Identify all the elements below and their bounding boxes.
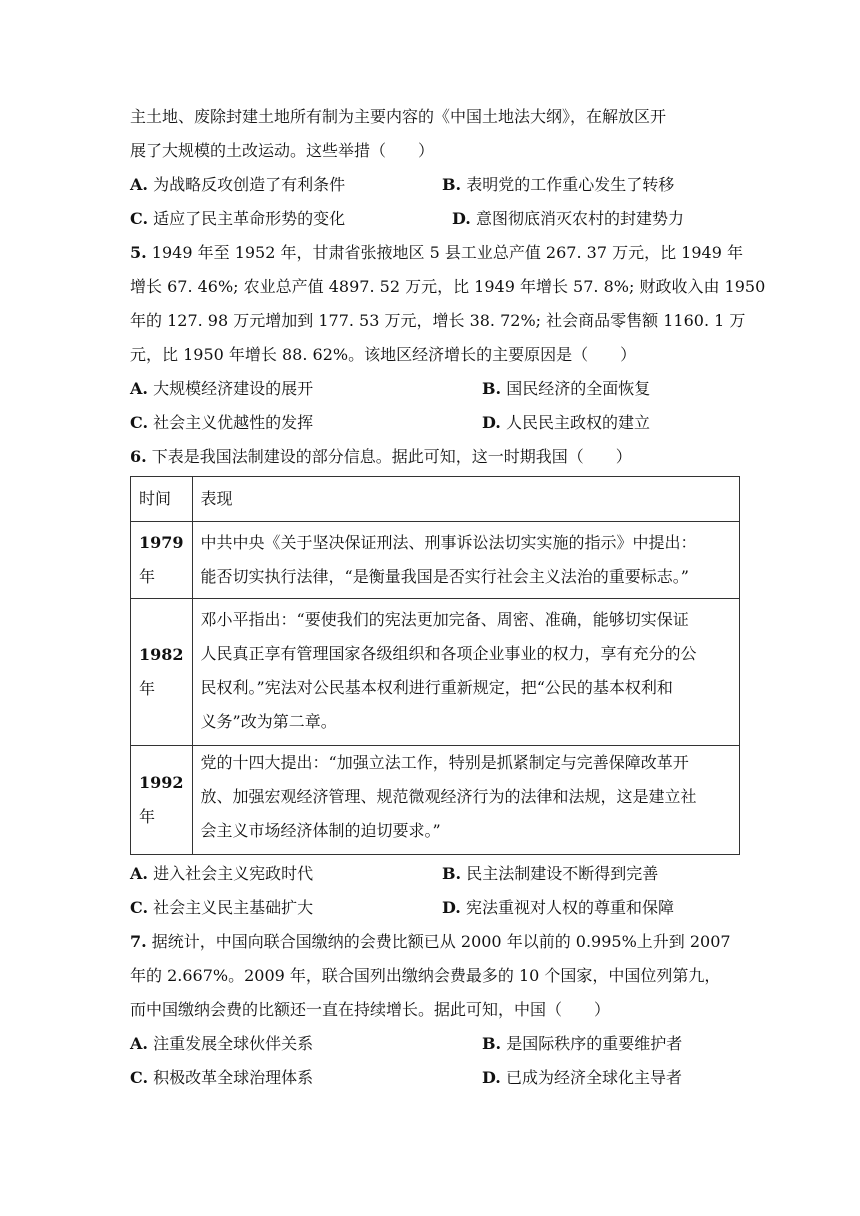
q6-option-c[interactable] [130,891,442,925]
year-unit: 年 [139,567,156,586]
q4-options-row-2 [130,202,740,236]
option-letter: B. [442,175,462,194]
option-text: 注重发展全球伙伴关系 [153,1034,314,1053]
table-row [131,746,740,855]
option-text: 国民经济的全面恢复 [506,379,651,398]
year-unit: 年 [139,807,156,826]
option-text: 意图彻底消灭农村的封建势力 [475,209,684,228]
q6-option-d[interactable] [442,891,674,925]
option-text: 民主法制建设不断得到完善 [466,864,659,883]
option-text: 社会主义民主基础扩大 [153,898,314,917]
option-text: 为战略反攻创造了有利条件 [153,175,346,194]
q4-option-b[interactable] [442,168,674,202]
cell-line: 能否切实执行法律，“是衡量我国是否实行社会主义法治的重要标志。” [200,567,689,586]
option-letter: D. [442,898,461,917]
q5-option-d[interactable] [482,406,650,440]
option-letter: C. [130,898,149,917]
table-cell-year [131,522,193,599]
option-letter: D. [452,209,471,228]
option-text: 宪法重视对人权的尊重和保障 [465,898,674,917]
option-text: 是国际秩序的重要维护者 [506,1034,683,1053]
q7-text: 据统计，中国向联合国缴纳的会费比额已从 2000 年以前的 0.995%上升到 2007 [151,932,731,951]
option-text: 已成为经济全球化主导者 [505,1068,682,1087]
cell-line: 党的十四大提出：“加强立法工作，特别是抓紧制定与完善保障改革开 [200,753,689,772]
option-letter: A. [130,379,148,398]
question-7 [130,925,740,1095]
year-unit: 年 [139,679,156,698]
option-text: 积极改革全球治理体系 [153,1068,314,1087]
year-number: 1992 [139,773,184,792]
option-letter: A. [130,1034,148,1053]
q6-options-row-2 [130,891,740,925]
option-text: 社会主义优越性的发挥 [153,413,314,432]
option-text: 适应了民主革命形势的变化 [153,209,346,228]
option-letter: C. [130,1068,149,1087]
q5-line-4: 元，比 1950 年增长 88. 62%。该地区经济增长的主要原因是（ ） [130,345,637,364]
q5-line-3: 年的 127. 98 万元增加到 177. 53 万元，增长 38. 72%; 社会商品零售额 1160. 1 万 [130,311,746,330]
cell-line: 人民真正享有管理国家各级组织和各项企业事业的权力，享有充分的公 [200,644,697,663]
question-number: 7. [130,932,147,951]
option-letter: C. [130,413,149,432]
table-cell-year [131,599,193,746]
table-row [131,522,740,599]
q4-option-d[interactable] [452,202,684,236]
q5-options-row-2 [130,406,740,440]
table-header-time: 时间 [131,477,193,522]
option-letter: B. [442,864,462,883]
q7-options-row-1 [130,1027,740,1061]
q7-option-b[interactable] [482,1027,682,1061]
year-number: 1982 [139,645,184,664]
q7-line-2: 年的 2.667%。2009 年，联合国列出缴纳会费最多的 10 个国家，中国位列第九， [130,966,721,985]
table-cell-text [192,746,739,855]
q5-text: 1949 年至 1952 年，甘肃省张掖地区 5 县工业总产值 267. 37 万元，比 1949 年 [151,243,743,262]
q6-options-row-1 [130,857,740,891]
table-cell-text [192,522,739,599]
table-row [131,599,740,746]
q5-options-row-1 [130,372,740,406]
q5-line-1 [130,236,743,270]
question-number: 6. [130,447,147,466]
option-letter: B. [482,1034,502,1053]
question-5 [130,236,766,440]
q4-option-c[interactable] [130,202,452,236]
q6-text: 下表是我国法制建设的部分信息。据此可知，这一时期我国（ ） [151,447,632,466]
cell-line: 中共中央《关于坚决保证刑法、刑事诉讼法切实实施的指示》中提出： [200,533,697,552]
law-table [130,476,740,855]
cell-line: 会主义市场经济体制的迫切要求。” [200,821,441,840]
q7-option-c[interactable] [130,1061,482,1095]
q5-option-b[interactable] [482,372,650,406]
q7-option-d[interactable] [482,1061,682,1095]
option-text: 进入社会主义宪政时代 [153,864,314,883]
option-text: 人民民主政权的建立 [505,413,650,432]
q4-option-a[interactable] [130,168,442,202]
cell-line: 义务”改为第二章。 [200,712,337,731]
q6-stem [130,440,740,474]
q6-option-b[interactable] [442,857,658,891]
option-letter: A. [130,175,148,194]
option-text: 大规模经济建设的展开 [153,379,314,398]
table-header-row [131,477,740,522]
cell-line: 放、加强宏观经济管理、规范微观经济行为的法律和法规，这是建立社 [200,787,697,806]
table-header-detail: 表现 [192,477,739,522]
q7-options-row-2 [130,1061,740,1095]
q4-line-2: 展了大规模的土改运动。这些举措（ ） [130,141,435,160]
q7-option-a[interactable] [130,1027,482,1061]
q7-line-3: 而中国缴纳会费的比额还一直在持续增长。据此可知，中国（ ） [130,1000,611,1019]
year-number: 1979 [139,533,184,552]
option-letter: C. [130,209,149,228]
option-letter: A. [130,864,148,883]
q6-option-a[interactable] [130,857,442,891]
question-6 [130,440,740,925]
q7-line-1 [130,925,740,959]
q5-line-2: 增长 67. 46%; 农业总产值 4897. 52 万元，比 1949 年增长 57. 8%; 财政收入由 1950 [130,277,766,296]
table-cell-text [192,599,739,746]
option-text: 表明党的工作重心发生了转移 [466,175,675,194]
q4-line-1: 主土地、废除封建土地所有制为主要内容的《中国土地法大纲》，在解放区开 [130,107,667,126]
option-letter: D. [482,413,501,432]
q5-option-c[interactable] [130,406,482,440]
q5-option-a[interactable] [130,372,482,406]
option-letter: D. [482,1068,501,1087]
exam-page [130,100,766,1095]
option-letter: B. [482,379,502,398]
question-4 [130,100,740,236]
cell-line: 民权利。”宪法对公民基本权利进行重新规定，把“公民的基本权利和 [200,678,673,697]
cell-line: 邓小平指出：“要使我们的宪法更加完备、周密、准确，能够切实保证 [200,610,689,629]
question-number: 5. [130,243,147,262]
q4-options-row-1 [130,168,740,202]
table-cell-year [131,746,193,855]
